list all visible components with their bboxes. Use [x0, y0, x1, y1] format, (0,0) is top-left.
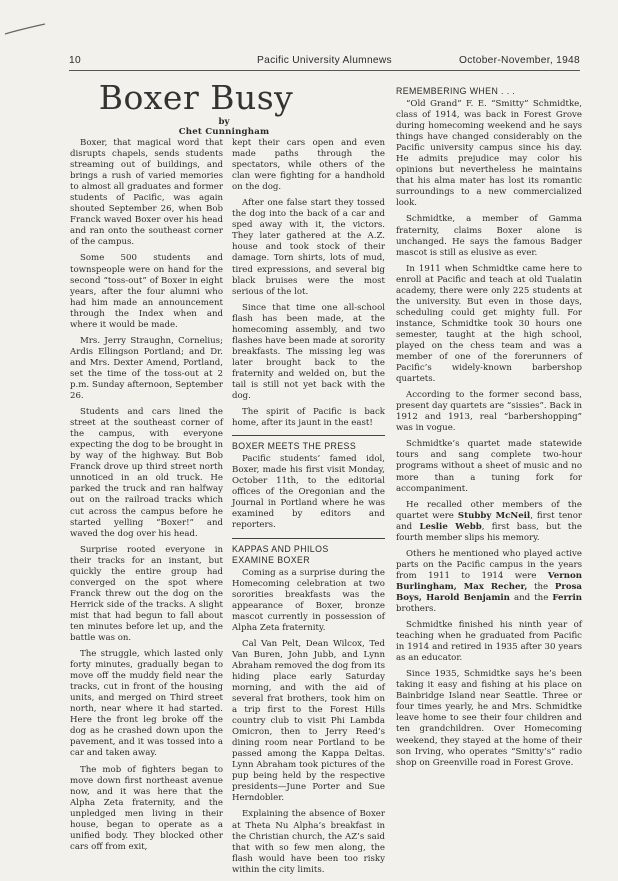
paragraph: The mob of fighters began to move down first northeast avenue now, and it was here that the Alpha Zeta fraternity, and the unpledged men living in their house, began to operate as a unified body. They blocked other cars off from exit,	[70, 764, 223, 852]
text-run: He recalled other members of the quartet were	[396, 499, 582, 521]
paragraph: “Old Grand” F. E. “Smitty” Schmidtke, class of 1914, was back in Forest Grove during homecoming weekend and he says things have changed considerably on the Pacific university campus since his day. He admits prejudice may color his opinions but nevertheless he maintains that his alma mater has lost its romantic surroundings to a new commercialized look.	[396, 99, 582, 209]
header-rule	[69, 70, 580, 71]
paragraph: Some 500 students and townspeople were on hand for the second “toss-out” of Boxer in eight years, after the four alumni who had him made an announcement through the Index when and where it would be made.	[70, 253, 223, 330]
article-title: Boxer Busy	[98, 78, 294, 117]
remembering-heading: REMEMBERING WHEN . . .	[396, 86, 516, 96]
paragraph: In 1911 when Schmidtke came here to enroll at Pacific and teach at old Tualatin academy, there were only 225 students at the university. But even in those days, scheduling could get mighty full. For instance, Schmidtke took 30 hours one semester, taught at the high school, played on the chess team and was a member of one of the forerunners of Pacific’s widely-known barbershop quartets.	[396, 263, 582, 385]
page-number: 10	[69, 55, 81, 66]
kappas-heading-line-1: KAPPAS AND PHILOS	[232, 543, 329, 554]
person-name: Ferrin	[552, 592, 583, 603]
column-2	[232, 138, 385, 881]
paragraph: Since 1935, Schmidtke says he’s been taking it easy and fishing at his place on Bainbridge Island near Seattle. Three or four times yearly, he and Mrs. Schmidtke leave home to see their four children and ten grandchildren. Over Homecoming weekend, they stayed at the home of their son Irving, who operates “Smitty’s” radio shop on Greenville road in Forest Grove.	[396, 669, 582, 768]
person-name: Prosa Boys, Harold Benjamin	[396, 581, 582, 603]
person-name: Vernon Burlingham, Max Recher,	[396, 570, 583, 592]
paragraph: After one false start they tossed the dog into the back of a car and sped away with it, the victors. They later gathered at the A.Z. house and took stock of their damage. Torn shirts, lots of mud, tired expressions, and several big black bruises were the most serious of the lot.	[232, 198, 385, 297]
press-heading: BOXER MEETS THE PRESS	[232, 441, 357, 452]
section-divider	[232, 435, 385, 436]
paragraph: The spirit of Pacific is back home, after its jaunt in the east!	[232, 407, 385, 429]
text-run: the	[534, 581, 549, 592]
column-3	[396, 86, 582, 774]
person-name: Stubby McNeil	[457, 510, 531, 521]
paragraph: kept their cars open and even made paths through the spectators, while others of the clan were fighting for a handhold on the dog.	[232, 138, 385, 193]
paragraph: Cal Van Pelt, Dean Wilcox, Ted Van Buren, John Jubb, and Lynn Abraham removed the dog from its hiding place early Saturday morning, and with the aid of several frat brothers, took him on a trip first to the Forest Hills country club to visit Phi Lambda Omicron, then to Jerry Reed’s dining room near Portland to be passed among the Kappa Deltas. Lynn Abraham took pictures of the pup being held by the respective presidents—June Porter and Sue Herndobler.	[232, 638, 385, 804]
column-1	[70, 138, 223, 858]
paragraph: Explaining the absence of Boxer at Theta Nu Alpha’s breakfast in the Christian church, the AZ’s said that with so few men along, the flash would have been too risky within the city limits.	[232, 809, 385, 875]
paragraph: Mrs. Jerry Straughn, Cornelius; Ardis Ellingson Portland; and Dr. and Mrs. Dexter Amend, Portland, set the time of the toss-out at 2 p.m. Sunday afternoon, September 26.	[70, 335, 223, 402]
byline-by: by	[218, 117, 230, 127]
text-run: Others he mentioned who played active parts on the Pacific campus in the years from 1911 to 1914 were	[396, 548, 582, 581]
paragraph: Since that time one all-school flash has been made, at the homecoming assembly, and two flashes have been made at sorority breakfasts. The missing leg was later brought back to the fraternity and welded on, but the tail is still not yet back with the dog.	[232, 302, 385, 402]
paragraph	[396, 500, 582, 544]
paragraph: Coming as a surprise during the Homecoming celebration at two sororities breakfasts was the appearance of Boxer, bronze mascot currently in possession of Alpha Zeta fraternity.	[232, 567, 385, 633]
paragraph: Schmidtke’s quartet made statewide tours and sang complete two-hour programs without a sheet of music and no more than a tuning fork for accompaniment.	[396, 439, 582, 494]
pencil-mark	[4, 22, 46, 36]
paragraph	[396, 549, 582, 615]
person-name: Leslie Webb	[419, 521, 482, 532]
paragraph: According to the former second bass, present day quartets are “sissies”. Back in 1912 and 1913, real “barbershopping” was in vogue.	[396, 390, 582, 434]
text-run: , first tenor and	[396, 510, 582, 532]
paragraph: Surprise rooted everyone in their tracks for an instant, but quickly the entire group had converged on the spot where Franck threw out the dog on the Herrick side of the tracks. A slight mist that had begun to fall about ten minutes before let up, and the battle was on.	[70, 544, 223, 644]
paragraph: Boxer, that magical word that disrupts chapels, sends students streaming out of buildings, and brings a rush of varied memories to almost all graduates and former students of Pacific, was again shouted September 26, when Bob Franck waved Boxer over his head and ran onto the southeast corner of the campus.	[70, 138, 223, 248]
issue-date: October-November, 1948	[459, 55, 580, 66]
page-header	[69, 55, 580, 71]
paragraph: The struggle, which lasted only forty minutes, gradually began to move off the muddy field near the tracks, cut in front of the housing units, and merged on Third street north, near where it had started. Here the front leg broke off the dog as he crashed down upon the pavement, and it was tossed into a car and taken away.	[70, 649, 223, 759]
publication-name: Pacific University Alumnews	[257, 55, 392, 66]
text-run: brothers.	[396, 604, 437, 615]
paragraph: Schmidtke, a member of Gamma fraternity, claims Boxer alone is unchanged. He says the famous Badger mascot is still as elusive as ever.	[396, 214, 582, 258]
section-divider	[232, 538, 385, 539]
text-run: , first bass, but the fourth member slips his memory.	[396, 521, 582, 543]
paragraph: Students and cars lined the street at the southeast corner of the campus, with everyone expecting the dog to be brought in by way of the highway. But Bob Franck drove up third street north unnoticed in an old truck. He parked the truck and ran halfway out on the railroad tracks which cut across the campus before he started yelling “Boxer!” and waved the dog over his head.	[70, 407, 223, 539]
paragraph: Pacific students’ famed idol, Boxer, made his first visit Monday, October 11th, to the editorial offices of the Oregonian and the Journal in Portland where he was examined by editors and reporters.	[232, 454, 385, 531]
kappas-heading-line-2: EXAMINE BOXER	[232, 554, 311, 565]
text-run: and the	[514, 592, 549, 603]
byline-author: Chet Cunningham	[178, 127, 270, 137]
paragraph: Schmidtke finished his ninth year of teaching when he graduated from Pacific in 1914 and retired in 1935 after 30 years as an educator.	[396, 620, 582, 664]
